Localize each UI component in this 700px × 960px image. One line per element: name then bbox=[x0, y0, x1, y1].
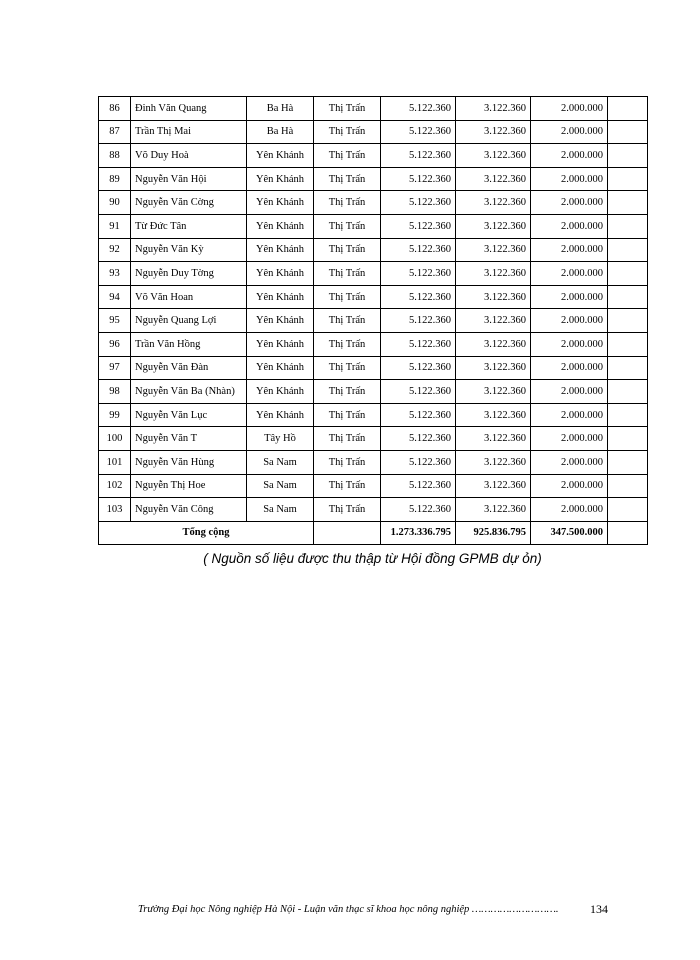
table-row bbox=[99, 380, 648, 404]
row-column-b: 2.000.000 bbox=[531, 427, 608, 451]
row-empty-cell bbox=[608, 450, 648, 474]
table-row bbox=[99, 450, 648, 474]
row-column-b: 2.000.000 bbox=[531, 498, 608, 522]
table-row bbox=[99, 285, 648, 309]
row-column-b: 2.000.000 bbox=[531, 309, 608, 333]
row-commune: Thị Trấn bbox=[314, 309, 381, 333]
row-column-b: 2.000.000 bbox=[531, 403, 608, 427]
row-total: 5.122.360 bbox=[381, 238, 456, 262]
row-number: 90 bbox=[99, 191, 131, 215]
row-hamlet: Yên Khánh bbox=[247, 167, 314, 191]
row-column-a: 3.122.360 bbox=[456, 191, 531, 215]
row-hamlet: Ba Hà bbox=[247, 120, 314, 144]
table-row bbox=[99, 97, 648, 121]
row-column-a: 3.122.360 bbox=[456, 356, 531, 380]
row-name: Nguyễn Quang Lợi bbox=[131, 309, 247, 333]
row-commune: Thị Trấn bbox=[314, 450, 381, 474]
row-commune: Thị Trấn bbox=[314, 380, 381, 404]
total-column-a: 925.836.795 bbox=[456, 521, 531, 545]
row-commune: Thị Trấn bbox=[314, 356, 381, 380]
row-number: 86 bbox=[99, 97, 131, 121]
row-number: 95 bbox=[99, 309, 131, 333]
row-number: 102 bbox=[99, 474, 131, 498]
row-empty-cell bbox=[608, 474, 648, 498]
table-row bbox=[99, 120, 648, 144]
row-number: 99 bbox=[99, 403, 131, 427]
row-column-b: 2.000.000 bbox=[531, 285, 608, 309]
row-total: 5.122.360 bbox=[381, 427, 456, 451]
total-row bbox=[99, 521, 648, 545]
row-name: Nguyễn Văn Hùng bbox=[131, 450, 247, 474]
row-empty-cell bbox=[608, 97, 648, 121]
page-number: 134 bbox=[590, 902, 608, 916]
row-column-a: 3.122.360 bbox=[456, 144, 531, 168]
row-column-a: 3.122.360 bbox=[456, 403, 531, 427]
row-column-b: 2.000.000 bbox=[531, 167, 608, 191]
row-empty-cell bbox=[608, 285, 648, 309]
row-column-a: 3.122.360 bbox=[456, 285, 531, 309]
table-row bbox=[99, 238, 648, 262]
row-column-b: 2.000.000 bbox=[531, 144, 608, 168]
row-name: Nguyễn Văn T bbox=[131, 427, 247, 451]
page-footer: Trường Đại học Nông nghiệp Hà Nội - Luận văn thạc sĩ khoa học nông nghiệp ………………………. bbox=[138, 904, 559, 915]
table-row bbox=[99, 309, 648, 333]
row-name: Nguyễn Thị Hoe bbox=[131, 474, 247, 498]
row-number: 98 bbox=[99, 380, 131, 404]
row-hamlet: Yên Khánh bbox=[247, 332, 314, 356]
row-total: 5.122.360 bbox=[381, 309, 456, 333]
row-commune: Thị Trấn bbox=[314, 97, 381, 121]
row-total: 5.122.360 bbox=[381, 191, 456, 215]
row-empty-cell bbox=[608, 427, 648, 451]
row-column-a: 3.122.360 bbox=[456, 214, 531, 238]
row-name: Võ Văn Hoan bbox=[131, 285, 247, 309]
row-empty-cell bbox=[608, 238, 648, 262]
row-number: 97 bbox=[99, 356, 131, 380]
row-number: 103 bbox=[99, 498, 131, 522]
row-commune: Thị Trấn bbox=[314, 285, 381, 309]
row-hamlet: Tây Hồ bbox=[247, 427, 314, 451]
row-column-b: 2.000.000 bbox=[531, 262, 608, 286]
row-total: 5.122.360 bbox=[381, 356, 456, 380]
total-empty-cell bbox=[314, 521, 381, 545]
row-name: Trần Văn Hồng bbox=[131, 332, 247, 356]
row-column-b: 2.000.000 bbox=[531, 474, 608, 498]
row-commune: Thị Trấn bbox=[314, 474, 381, 498]
row-empty-cell bbox=[608, 191, 648, 215]
row-name: Nguyễn Văn Công bbox=[131, 498, 247, 522]
row-name: Võ Duy Hoà bbox=[131, 144, 247, 168]
row-name: Nguyễn Văn Ba (Nhàn) bbox=[131, 380, 247, 404]
row-column-b: 2.000.000 bbox=[531, 332, 608, 356]
row-column-a: 3.122.360 bbox=[456, 474, 531, 498]
row-column-b: 2.000.000 bbox=[531, 214, 608, 238]
row-number: 88 bbox=[99, 144, 131, 168]
row-number: 91 bbox=[99, 214, 131, 238]
table-row bbox=[99, 403, 648, 427]
row-column-a: 3.122.360 bbox=[456, 167, 531, 191]
row-name: Nguyễn Văn Hội bbox=[131, 167, 247, 191]
row-commune: Thị Trấn bbox=[314, 262, 381, 286]
row-number: 101 bbox=[99, 450, 131, 474]
table-row bbox=[99, 214, 648, 238]
row-commune: Thị Trấn bbox=[314, 498, 381, 522]
row-hamlet: Yên Khánh bbox=[247, 214, 314, 238]
row-hamlet: Yên Khánh bbox=[247, 285, 314, 309]
row-total: 5.122.360 bbox=[381, 380, 456, 404]
row-hamlet: Yên Khánh bbox=[247, 309, 314, 333]
row-total: 5.122.360 bbox=[381, 403, 456, 427]
row-hamlet: Yên Khánh bbox=[247, 262, 314, 286]
row-column-a: 3.122.360 bbox=[456, 97, 531, 121]
row-commune: Thị Trấn bbox=[314, 238, 381, 262]
row-empty-cell bbox=[608, 403, 648, 427]
row-number: 96 bbox=[99, 332, 131, 356]
row-column-b: 2.000.000 bbox=[531, 356, 608, 380]
row-total: 5.122.360 bbox=[381, 285, 456, 309]
row-total: 5.122.360 bbox=[381, 262, 456, 286]
row-column-a: 3.122.360 bbox=[456, 309, 531, 333]
row-column-a: 3.122.360 bbox=[456, 450, 531, 474]
row-name: Đinh Văn Quang bbox=[131, 97, 247, 121]
table-row bbox=[99, 332, 648, 356]
row-column-a: 3.122.360 bbox=[456, 120, 531, 144]
row-name: Nguyễn Duy Tờng bbox=[131, 262, 247, 286]
row-hamlet: Yên Khánh bbox=[247, 191, 314, 215]
row-number: 89 bbox=[99, 167, 131, 191]
table-row bbox=[99, 474, 648, 498]
row-number: 87 bbox=[99, 120, 131, 144]
row-commune: Thị Trấn bbox=[314, 427, 381, 451]
row-commune: Thị Trấn bbox=[314, 403, 381, 427]
row-empty-cell bbox=[608, 309, 648, 333]
table-row bbox=[99, 427, 648, 451]
row-total: 5.122.360 bbox=[381, 474, 456, 498]
row-name: Nguyễn Văn Lục bbox=[131, 403, 247, 427]
row-column-a: 3.122.360 bbox=[456, 498, 531, 522]
row-total: 5.122.360 bbox=[381, 97, 456, 121]
row-commune: Thị Trấn bbox=[314, 191, 381, 215]
row-total: 5.122.360 bbox=[381, 214, 456, 238]
row-column-b: 2.000.000 bbox=[531, 380, 608, 404]
row-commune: Thị Trấn bbox=[314, 167, 381, 191]
row-total: 5.122.360 bbox=[381, 450, 456, 474]
row-commune: Thị Trấn bbox=[314, 332, 381, 356]
total-amount: 1.273.336.795 bbox=[381, 521, 456, 545]
row-hamlet: Yên Khánh bbox=[247, 238, 314, 262]
row-empty-cell bbox=[608, 498, 648, 522]
row-empty-cell bbox=[608, 120, 648, 144]
table-row bbox=[99, 356, 648, 380]
row-hamlet: Sa Nam bbox=[247, 450, 314, 474]
row-column-a: 3.122.360 bbox=[456, 262, 531, 286]
row-hamlet: Sa Nam bbox=[247, 498, 314, 522]
row-name: Nguyễn Văn Cờng bbox=[131, 191, 247, 215]
row-column-a: 3.122.360 bbox=[456, 427, 531, 451]
row-empty-cell bbox=[608, 356, 648, 380]
total-column-b: 347.500.000 bbox=[531, 521, 608, 545]
table-row bbox=[99, 262, 648, 286]
row-number: 100 bbox=[99, 427, 131, 451]
row-column-a: 3.122.360 bbox=[456, 238, 531, 262]
row-number: 94 bbox=[99, 285, 131, 309]
table-row bbox=[99, 191, 648, 215]
row-name: Từ Đức Tân bbox=[131, 214, 247, 238]
row-empty-cell bbox=[608, 214, 648, 238]
source-note: ( Nguồn số liệu được thu thập từ Hội đồng GPMB dự ỏn) bbox=[203, 551, 542, 566]
row-commune: Thị Trấn bbox=[314, 144, 381, 168]
row-column-b: 2.000.000 bbox=[531, 238, 608, 262]
row-empty-cell bbox=[608, 380, 648, 404]
row-column-b: 2.000.000 bbox=[531, 191, 608, 215]
row-column-b: 2.000.000 bbox=[531, 97, 608, 121]
row-hamlet: Sa Nam bbox=[247, 474, 314, 498]
table-body bbox=[99, 97, 648, 522]
row-number: 93 bbox=[99, 262, 131, 286]
table-total bbox=[99, 521, 648, 545]
row-name: Nguyễn Văn Kỳ bbox=[131, 238, 247, 262]
table-row bbox=[99, 498, 648, 522]
row-column-a: 3.122.360 bbox=[456, 380, 531, 404]
row-column-b: 2.000.000 bbox=[531, 120, 608, 144]
row-hamlet: Yên Khánh bbox=[247, 144, 314, 168]
row-number: 92 bbox=[99, 238, 131, 262]
table-row bbox=[99, 167, 648, 191]
row-empty-cell bbox=[608, 144, 648, 168]
row-total: 5.122.360 bbox=[381, 144, 456, 168]
total-empty-cell bbox=[608, 521, 648, 545]
row-empty-cell bbox=[608, 332, 648, 356]
row-total: 5.122.360 bbox=[381, 498, 456, 522]
row-commune: Thị Trấn bbox=[314, 214, 381, 238]
row-hamlet: Yên Khánh bbox=[247, 403, 314, 427]
row-hamlet: Yên Khánh bbox=[247, 380, 314, 404]
row-column-a: 3.122.360 bbox=[456, 332, 531, 356]
row-empty-cell bbox=[608, 167, 648, 191]
row-name: Nguyễn Văn Đàn bbox=[131, 356, 247, 380]
table-row bbox=[99, 144, 648, 168]
row-name: Trần Thị Mai bbox=[131, 120, 247, 144]
row-commune: Thị Trấn bbox=[314, 120, 381, 144]
total-label: Tổng cộng bbox=[99, 521, 314, 545]
row-hamlet: Ba Hà bbox=[247, 97, 314, 121]
compensation-table bbox=[98, 96, 648, 545]
row-column-b: 2.000.000 bbox=[531, 450, 608, 474]
row-total: 5.122.360 bbox=[381, 120, 456, 144]
row-hamlet: Yên Khánh bbox=[247, 356, 314, 380]
row-total: 5.122.360 bbox=[381, 167, 456, 191]
row-total: 5.122.360 bbox=[381, 332, 456, 356]
row-empty-cell bbox=[608, 262, 648, 286]
